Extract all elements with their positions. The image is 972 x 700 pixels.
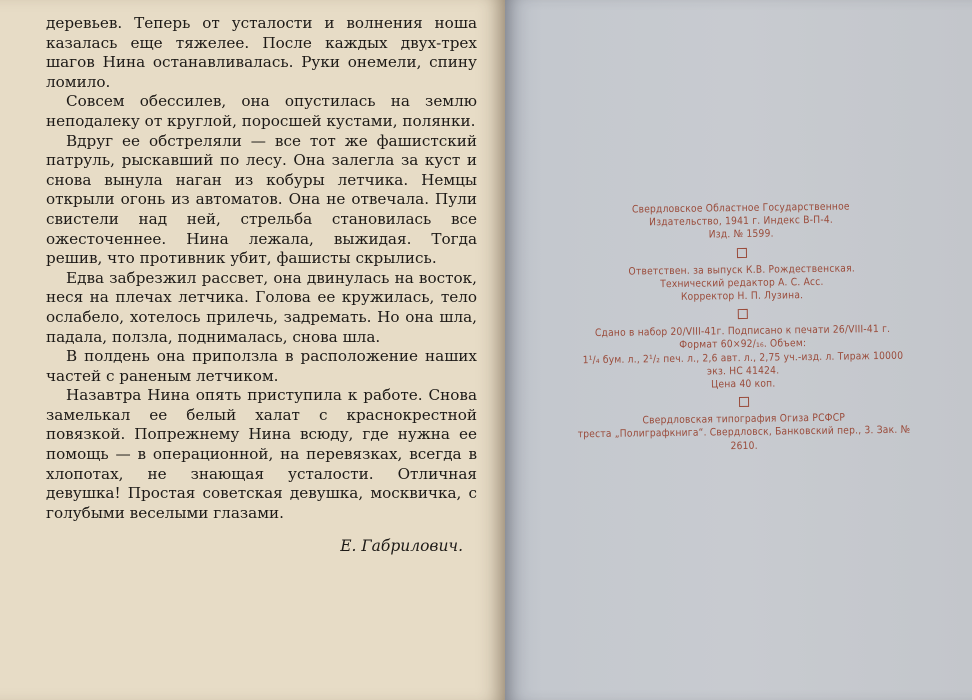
- printer-info: [576, 411, 912, 455]
- imprint-line: Сдано в набор 20/VIII-41г. Подписано к печати 26/VIII-41 г. Формат 60×92/₁₆. Объем:: [594, 324, 891, 352]
- square-separator-icon: [737, 309, 747, 319]
- imprint-line: Ответствен. за выпуск К.В. Рождественская.: [628, 263, 855, 278]
- paragraph: деревьев. Теперь от усталости и волнения ноша казалась еще тяжелее. После каждых двух-трех шагов Нина останавливалась. Руки онемели, спину ломило.: [46, 14, 477, 91]
- paragraph: Вдруг ее обстреляли — все тот же фашистский патруль, рыскавший по лесу. Она залегла за куст и снова вынула наган из кобуры летчика. Немцы открыли огонь из автоматов. Она не отвечала. Пули свистели над ней, стрельба становилась все ожесточеннее. Нина лежала, выжидая. Тогда решив, что противник убит, фашисты скрылись.: [46, 131, 477, 268]
- imprint-line: Технический редактор А. С. Асс.: [660, 276, 824, 290]
- imprint-line: Свердловское Областное Государственное: [631, 201, 850, 216]
- paragraph: Едва забрезжил рассвет, она двинулась на восток, неся на плечах летчика. Голова ее кружилась, тело ослабело, хотелось прилечь, задремать. Но она шла, падала, ползла, поднималась, снова шла.: [46, 268, 477, 346]
- publisher-info: [573, 200, 909, 244]
- paragraph: В полдень она приползла в расположение наших частей с раненым летчиком.: [46, 347, 477, 385]
- author-signature: Е. Габрилович.: [340, 537, 463, 556]
- imprint-line: Цена 40 коп.: [711, 378, 776, 391]
- imprint-line: Издательство, 1941 г. Индекс В-П-4.: [649, 214, 834, 229]
- print-info: [575, 323, 911, 394]
- square-separator-icon: [738, 397, 748, 407]
- imprint-line: Изд. № 1599.: [708, 228, 774, 241]
- credits-info: [574, 261, 910, 305]
- imprint-line: Корректор Н. П. Лузина.: [680, 290, 804, 303]
- paragraph: Назавтра Нина опять приступила к работе. Снова замелькал ее белый халат с краснокрестной повязкой. Попрежнему Нина всюду, где нужна ее помощь — в операционной, на перевязках, всегда в хлопотах, не знающая усталости. Отличная девушка! Простая советская девушка, москвичка, с голубыми веселыми глазами.: [46, 386, 477, 522]
- imprint-line: 1¹/₄ бум. л., 2¹/₂ печ. л., 2,6 авт. л., 2,75 уч.-изд. л. Тираж 10000 экз. НС 41424.: [582, 350, 904, 378]
- imprint-line: Свердловская типография Огиза РСФСР: [642, 412, 846, 427]
- square-separator-icon: [736, 248, 746, 258]
- right-page: [505, 0, 972, 700]
- imprint-block: [573, 200, 911, 455]
- imprint-line: треста „Полиграфкнига“. Свердловск, Банковский пер., 3. Зак. № 2610.: [577, 425, 911, 452]
- paragraph: Совсем обессилев, она опустилась на землю неподалеку от круглой, поросшей кустами, полянки.: [46, 92, 477, 130]
